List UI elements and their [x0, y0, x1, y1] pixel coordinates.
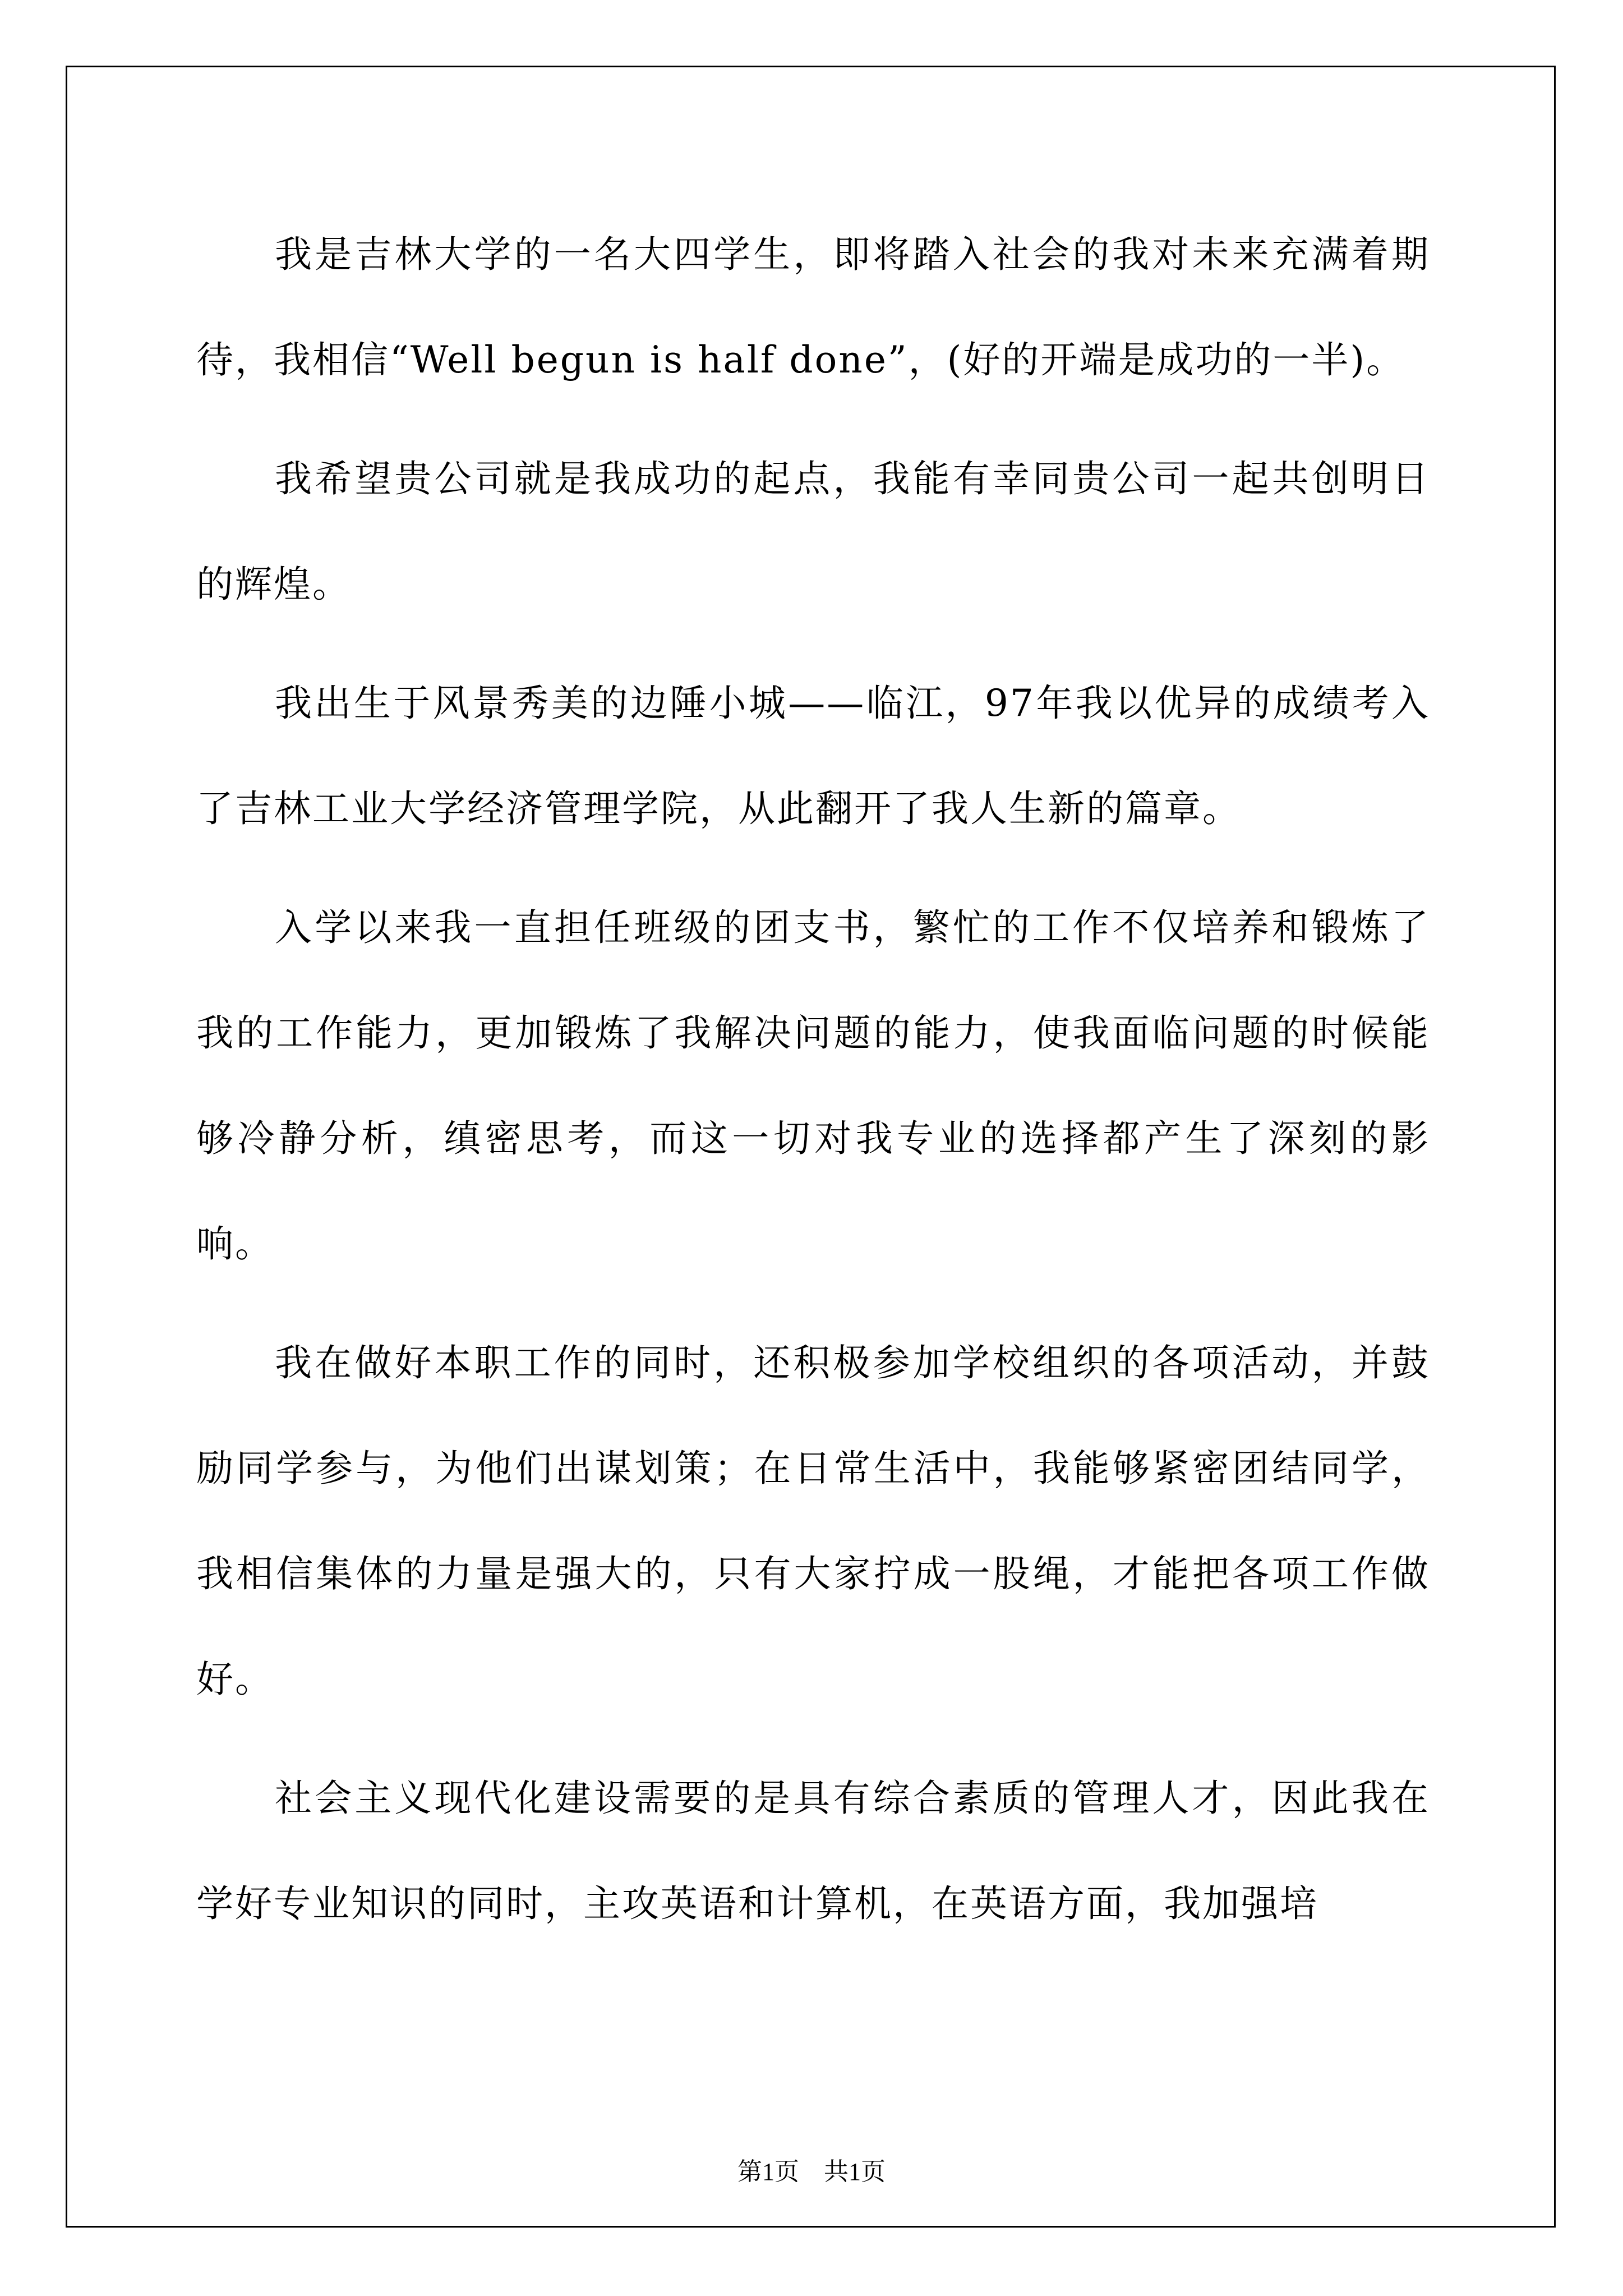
page-total: 共1页: [824, 2158, 886, 2185]
paragraph-5: 我在做好本职工作的同时，还积极参加学校组织的各项活动，并鼓励同学参与，为他们出谋划策；在日常生活中，我能够紧密团结同学，我相信集体的力量是强大的，只有大家拧成一股绳，才能把各项工作做好。: [196, 1341, 1430, 1701]
page-footer: [0, 2155, 1623, 2189]
paragraph-4: 入学以来我一直担任班级的团支书，繁忙的工作不仅培养和锻炼了我的工作能力，更加锻炼了我解决问题的能力，使我面临问题的时候能够冷静分析，缜密思考，而这一切对我专业的选择都产生了深刻的影响。: [196, 906, 1430, 1266]
page-number: 第1页: [737, 2158, 799, 2185]
document-body: [196, 202, 1430, 1970]
paragraph-3: 我出生于风景秀美的边陲小城——临江，97年我以优异的成绩考入了吉林工业大学经济管理学院，从此翻开了我人生新的篇章。: [196, 682, 1430, 830]
paragraph-6: 社会主义现代化建设需要的是具有综合素质的管理人才，因此我在学好专业知识的同时，主攻英语和计算机，在英语方面，我加强培: [196, 1777, 1430, 1925]
paragraph-1: 我是吉林大学的一名大四学生，即将踏入社会的我对未来充满着期待，我相信“Well begun is half done”，(好的开端是成功的一半)。: [196, 233, 1430, 381]
paragraph-2: 我希望贵公司就是我成功的起点，我能有幸同贵公司一起共创明日的辉煌。: [196, 457, 1430, 606]
